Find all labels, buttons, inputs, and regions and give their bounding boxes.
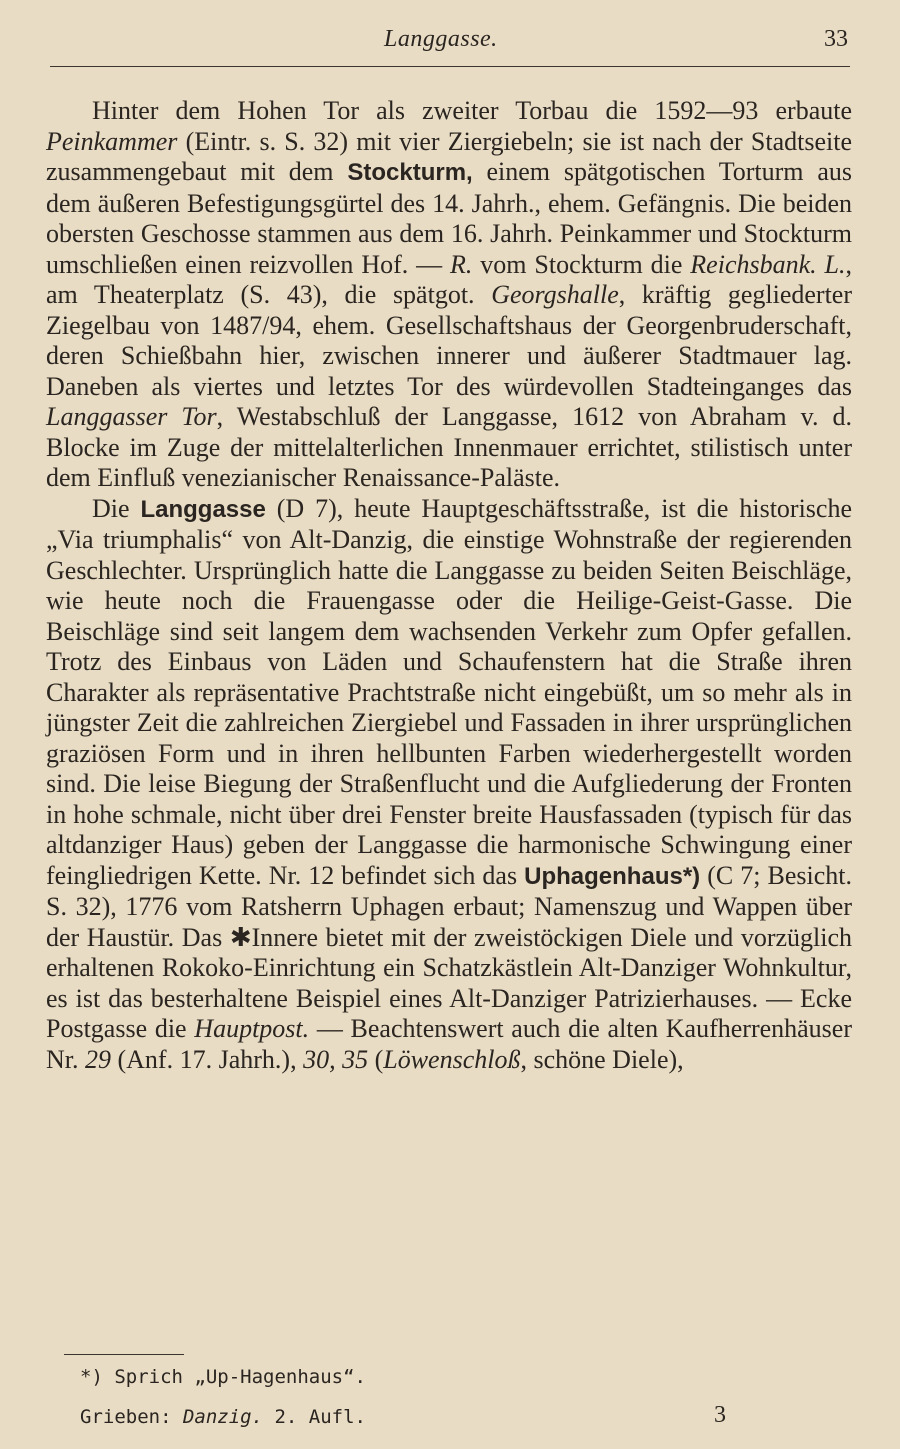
- imprint-edition: 2. Aufl.: [263, 1406, 366, 1428]
- italic-term: Peinkammer: [46, 126, 178, 156]
- text-run: , Westabschluß der Langgasse, 1612 von Abraham v. d. Blocke im Zuge der mittelalterlichen Innenmauer errichtet, stilistisch unter dem Einfluß venezianischer Renaissance-Paläste.: [46, 402, 853, 492]
- text-run: (D 7), heute Hauptgeschäftsstraße, ist die historische „Via triumphalis“ von Alt-Danzig, die einstige Wohnstraße der regierenden Geschlechter. Ursprünglich hatte die Langgasse zu beiden Seiten Beischläge, wie heute noch die Frauengasse oder die Heilige-Geist-Gasse. Die Beischläge sind seit langem dem wachsenden Verkehr zum Opfer gefallen. Trotz des Einbaus von Läden und Schaufenstern hat die Straße ihren Charakter als repräsentative Prachtstraße nicht eingebüßt, um so mehr als in jüngster Zeit die zahlreichen Ziergiebel und Fassaden in ihrer ursprünglichen graziösen Form und in ihren hellbunten Farben wiederhergestellt worden sind. Die leise Biegung der Straßenflucht und die Aufgliederung der Fronten in hohe schmale, nicht über drei Fenster breite Hausfassaden (typisch für das altdanziger Haus) geben der Langgasse die harmonische Schwingung einer feingliedrigen Kette. Nr. 12 befindet sich das: [46, 493, 853, 890]
- text-run: vom Stockturm die: [472, 249, 691, 279]
- text-run: Innere bietet mit der zweistöckigen Diele und vorzüglich erhaltenen Rokoko-Einrichtung ein Schatzkästlein Alt-Danziger Wohnkultur, es ist das besterhaltene Beispiel eines Alt-Danziger Patrizierhauses. — Ecke Postgasse die: [46, 922, 853, 1043]
- italic-term: 30, 35: [303, 1044, 369, 1074]
- paragraph-langgasse: [46, 494, 852, 1076]
- text-run: (Anf. 17. Jahrh.),: [111, 1044, 304, 1074]
- imprint-title: Danzig.: [182, 1406, 264, 1428]
- italic-term: Hauptpost.: [194, 1014, 310, 1043]
- italic-term: Löwenschloß: [383, 1044, 521, 1074]
- text-run: (: [368, 1044, 384, 1074]
- footnote-rule: [64, 1354, 184, 1355]
- star-icon: ✱: [229, 922, 252, 952]
- imprint-line: [80, 1406, 366, 1428]
- italic-term: R.: [450, 249, 473, 279]
- imprint-publisher: Grieben:: [80, 1406, 183, 1428]
- paragraph-peinkammer: [46, 96, 852, 494]
- text-run: einem spätgotischen Torturm aus dem äußeren Befestigungsgürtel des 14. Jahrh., ehem. Gefängnis. Die beiden obersten Geschosse stammen aus dem 16. Jahrh. Peinkammer und Stockturm umschließen einen reizvollen Hof. —: [46, 157, 852, 279]
- page-number: 33: [824, 26, 848, 52]
- bold-heading-term: Uphagenhaus*): [524, 862, 701, 890]
- bold-heading-term: Stockturm,: [347, 159, 473, 186]
- text-run: — Beachtenswert auch die alten Kaufherrenhäuser Nr.: [46, 1014, 852, 1074]
- text-run: Die: [92, 493, 141, 523]
- italic-term: Reichsbank. L.: [690, 249, 846, 279]
- running-head-title: Langgasse.: [384, 26, 498, 52]
- text-run: Hinter dem Hohen Tor als zweiter Torbau die 1592—93 erbaute: [92, 96, 852, 125]
- text-run: (C 7; Besicht. S. 32), 1776 vom Ratsherrn Uphagen erbaut; Namenszug und Wappen über der Haustür. Das: [46, 860, 852, 952]
- text-run: , kräftig gegliederter Ziegelbau von 1487/94, ehem. Gesellschaftshaus der Georgenbruderschaft, deren Schießbahn hier, zwischen innerer und äußerer Stadtmauer lag. Daneben als viertes und letztes Tor des würdevollen Stadteinganges das: [46, 280, 852, 401]
- signature-mark: 3: [714, 1402, 726, 1428]
- bold-heading-term: Langgasse: [140, 495, 266, 523]
- text-run: (Eintr. s. S. 32) mit vier Ziergiebeln; sie ist nach der Stadtseite zusammengebaut mit dem: [46, 126, 852, 186]
- header-rule: [50, 66, 850, 67]
- body-text: [46, 96, 852, 1075]
- italic-term: Georgshalle: [491, 280, 619, 309]
- footnote: *) Sprich „Up-Hagenhaus“.: [80, 1366, 366, 1388]
- text-run: , am Theaterplatz (S. 43), die spätgot.: [46, 249, 852, 309]
- italic-term: Langgasser Tor: [46, 402, 217, 431]
- text-run: , schöne Diele),: [520, 1044, 684, 1074]
- italic-term: 29: [85, 1044, 111, 1074]
